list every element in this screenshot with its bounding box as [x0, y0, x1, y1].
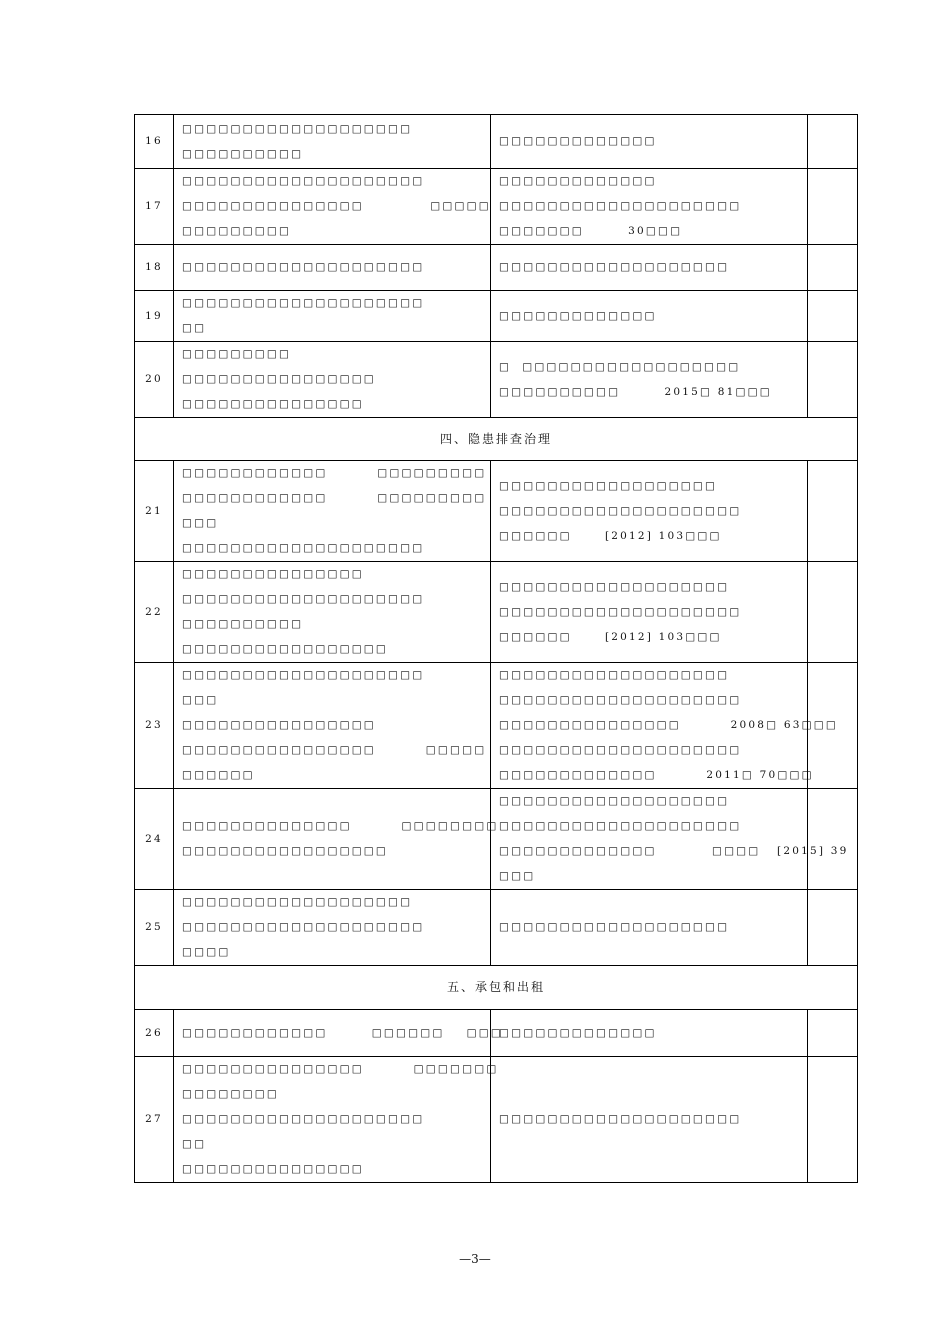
- row-number: 26: [135, 1010, 174, 1057]
- result-cell[interactable]: [808, 169, 858, 245]
- checklist-rows-part-3: [135, 115, 858, 418]
- result-cell[interactable]: [808, 461, 858, 562]
- row-number: 27: [135, 1057, 174, 1183]
- check-item-line: □□□□□□□□□□□□□□□□ □□□□□: [182, 744, 487, 756]
- basis-cell: [491, 461, 808, 562]
- result-cell[interactable]: [808, 789, 858, 890]
- check-item-cell: [174, 115, 491, 169]
- check-item-line: □□□□□□□□□□□□□□□□□: [182, 845, 389, 857]
- check-item-line: □□□: [182, 517, 219, 529]
- check-item-cell: [174, 562, 491, 663]
- row-number: 23: [135, 663, 174, 789]
- check-item-line: □□□□□□□□□□□□□□□□□□□□: [182, 261, 425, 273]
- row-number: 21: [135, 461, 174, 562]
- table-row: [135, 169, 858, 245]
- basis-cell: [491, 291, 808, 342]
- table-row: [135, 342, 858, 418]
- basis-cell: [491, 342, 808, 418]
- basis-line: □□□□□□□□□□□□□□□□□□□: [499, 580, 730, 593]
- row-number: 25: [135, 890, 174, 966]
- check-item-line: □□□□□□□□□□□□□□□: [182, 1163, 364, 1175]
- check-item-line: □□□□□□□□□□: [182, 147, 304, 160]
- result-cell[interactable]: [808, 1010, 858, 1057]
- basis-cell: [491, 1010, 808, 1057]
- basis-cell: [491, 890, 808, 966]
- result-cell[interactable]: [808, 1057, 858, 1183]
- check-item-line: □□□□: [182, 946, 231, 958]
- basis-line: □□□□□□□□□□□□□□□□□□□: [499, 261, 730, 273]
- basis-line: □□□□□□□□□□□□□□□□□□□□: [499, 605, 742, 618]
- basis-line: □□□□□□ [2012] 103□□□: [499, 529, 722, 542]
- result-cell[interactable]: [808, 115, 858, 169]
- table-row: [135, 562, 858, 663]
- result-cell[interactable]: [808, 890, 858, 966]
- check-item-line: □□□□□□□□□□□□□□□ □□□□□: [182, 200, 491, 212]
- row-number: 20: [135, 342, 174, 418]
- check-item-line: □□□□□□□□□□□□□□□□: [182, 719, 376, 731]
- check-item-line: □□□□□□□□□: [182, 225, 292, 237]
- checklist-rows-part-5: [135, 1010, 858, 1183]
- check-item-line: □□□□□□□□□□□□ □□□□□□ □□□: [182, 1026, 503, 1039]
- row-number: 19: [135, 291, 174, 342]
- basis-line: □□□: [499, 870, 536, 882]
- section-title-hazard: 四、隐患排查治理: [135, 418, 858, 461]
- row-number: 17: [135, 169, 174, 245]
- basis-line: □□□□□□□□□□ 2015□ 81□□□: [499, 385, 772, 398]
- basis-line: □□□□□□□□□□□□□□□ 2008□ 63□□□: [499, 719, 838, 731]
- check-item-line: □□□□□□: [182, 769, 255, 781]
- section-title-contracting: 五、承包和出租: [135, 966, 858, 1010]
- basis-line: □ □□□□□□□□□□□□□□□□□□: [499, 360, 741, 373]
- table-row: [135, 461, 858, 562]
- check-item-line: □□: [182, 1138, 207, 1150]
- check-item-line: □□□□□□□□□□□□ □□□□□□□□□: [182, 492, 487, 504]
- row-number: 24: [135, 789, 174, 890]
- check-item-line: □□□□□□□□□□□□□□ □□□□□□□□: [182, 820, 499, 832]
- table-row: [135, 663, 858, 789]
- check-item-cell: [174, 890, 491, 966]
- check-item-line: □□□□□□□□□□□□□□□□□□□□: [182, 297, 425, 309]
- basis-line: □□□□□□□□□□□□□□□□□□□: [499, 795, 730, 807]
- basis-line: □□□□□□□□□□□□□: [499, 309, 657, 322]
- table-row: [135, 291, 858, 342]
- table-row: [135, 890, 858, 966]
- basis-line: □□□□□□□□□□□□□□□□□□□□: [499, 744, 742, 756]
- check-item-line: □□□□□□□□□: [182, 348, 292, 360]
- check-item-cell: [174, 789, 499, 890]
- page-number: —3—: [459, 1252, 491, 1266]
- table-row: [135, 1010, 858, 1057]
- check-item-line: □□□□□□□□□□□□ □□□□□□□□□: [182, 467, 487, 479]
- check-item-cell: [174, 291, 491, 342]
- basis-line: □□□□□□□□□□□□□ 2011□ 70□□□: [499, 769, 814, 781]
- check-item-line: □□□□□□□□□□: [182, 618, 304, 630]
- basis-line: □□□□□□ [2012] 103□□□: [499, 630, 722, 643]
- check-item-cell: [174, 169, 491, 245]
- basis-line: □□□□□□□□□□□□□□□□□□□: [499, 669, 730, 681]
- check-item-line: □□□□□□□□□□□□□□□□□□□□: [182, 542, 425, 554]
- basis-line: □□□□□□□ 30□□□: [499, 225, 683, 237]
- basis-line: □□□□□□□□□□□□□: [499, 135, 657, 147]
- section-header-row: [135, 418, 858, 461]
- result-cell[interactable]: [808, 245, 858, 291]
- check-item-line: □□□□□□□□□□□□□□□□□□□□: [182, 593, 425, 605]
- check-item-line: □□□□□□□□□□□□□□□□□□□□: [182, 669, 425, 681]
- check-item-cell: [174, 1057, 499, 1183]
- basis-cell: [491, 789, 849, 890]
- result-cell[interactable]: [808, 291, 858, 342]
- basis-line: □□□□□□□□□□□□□: [499, 1026, 657, 1039]
- basis-cell: [491, 1057, 808, 1183]
- safety-checklist-table: [134, 114, 858, 1183]
- table-row: [135, 1057, 858, 1183]
- check-item-line: □□□□□□□□□□□□□□□□□□□: [182, 122, 413, 135]
- basis-line: □□□□□□□□□□□□□ □□□□ [2015] 39: [499, 845, 849, 857]
- basis-cell: [491, 663, 838, 789]
- basis-cell: [491, 562, 808, 663]
- basis-cell: [491, 115, 808, 169]
- check-item-line: □□□□□□□□: [182, 1088, 279, 1100]
- basis-line: □□□□□□□□□□□□□□□□□□□□: [499, 1113, 742, 1125]
- check-item-cell: [174, 1010, 503, 1057]
- basis-cell: [491, 169, 808, 245]
- row-number: 22: [135, 562, 174, 663]
- check-item-line: □□□□□□□□□□□□□□□□□: [182, 643, 389, 655]
- checklist-rows-part-4: [135, 461, 858, 966]
- check-item-line: □□□□□□□□□□□□□□□: [182, 398, 364, 410]
- table-row: [135, 115, 858, 169]
- basis-line: □□□□□□□□□□□□□□□□□□□□: [499, 504, 742, 517]
- check-item-line: □□□□□□□□□□□□□□□□□□□□: [182, 175, 425, 187]
- table-row: [135, 245, 858, 291]
- check-item-line: □□□□□□□□□□□□□□□□: [182, 373, 376, 385]
- basis-line: □□□□□□□□□□□□□□□□□□□: [499, 921, 730, 933]
- table-row: [135, 789, 858, 890]
- check-item-cell: [174, 245, 491, 291]
- check-item-line: □□: [182, 322, 207, 334]
- check-item-line: □□□□□□□□□□□□□□□□□□□□: [182, 921, 425, 933]
- row-number: 18: [135, 245, 174, 291]
- basis-line: □□□□□□□□□□□□□: [499, 175, 657, 187]
- check-item-cell: [174, 663, 491, 789]
- result-cell[interactable]: [808, 562, 858, 663]
- check-item-cell: [174, 342, 491, 418]
- check-item-line: □□□□□□□□□□□□□□□ □□□□□□□: [182, 1063, 499, 1075]
- check-item-line: □□□□□□□□□□□□□□□□□□□□: [182, 1113, 425, 1125]
- row-number: 16: [135, 115, 174, 169]
- check-item-line: □□□: [182, 694, 219, 706]
- basis-line: □□□□□□□□□□□□□□□□□□□□: [499, 820, 742, 832]
- result-cell[interactable]: [808, 342, 858, 418]
- section-header-row: [135, 966, 858, 1010]
- check-item-line: □□□□□□□□□□□□□□□□□□□: [182, 896, 413, 908]
- basis-line: □□□□□□□□□□□□□□□□□□□□: [499, 200, 742, 212]
- basis-line: □□□□□□□□□□□□□□□□□□: [499, 479, 718, 492]
- basis-line: □□□□□□□□□□□□□□□□□□□□: [499, 694, 742, 706]
- check-item-cell: [174, 461, 491, 562]
- check-item-line: □□□□□□□□□□□□□□□: [182, 568, 364, 580]
- basis-cell: [491, 245, 808, 291]
